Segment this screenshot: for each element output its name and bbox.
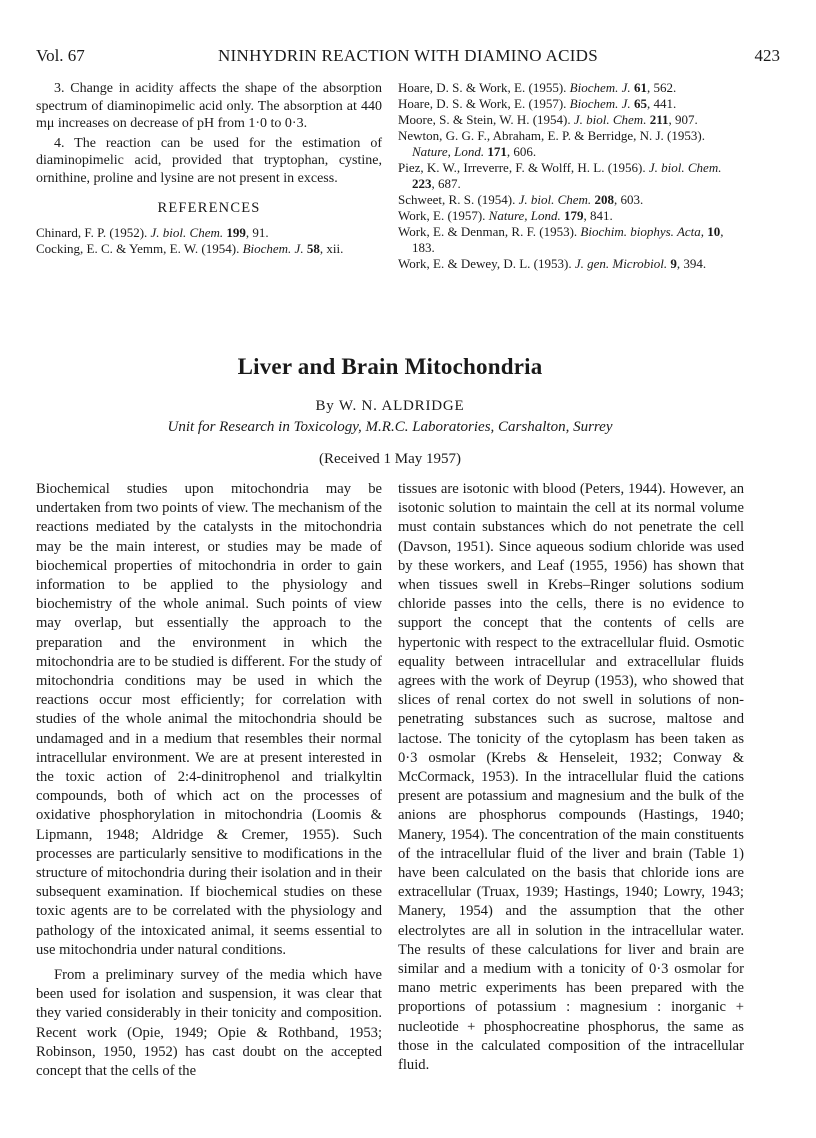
reference-authors: Hoare, D. S. & Work, E. (1957). [398, 96, 567, 111]
reference-volume: 58 [306, 240, 320, 256]
reference-entry [36, 241, 382, 257]
reference-volume: 171 [487, 144, 507, 159]
reference-volume: 199 [226, 224, 246, 240]
body-right-column [398, 480, 744, 1081]
reference-entry [398, 96, 744, 112]
reference-entry [398, 224, 744, 256]
reference-entry [36, 225, 382, 241]
conclusion-4: 4. The reaction can be used for the estimation of diaminopimelic acid, provided that tryptophan, cystine, ornithine, proline and lysine are not present in excess. [36, 135, 382, 186]
article-title: Liver and Brain Mitochondria [237, 354, 543, 379]
reference-pages: , 394. [676, 256, 707, 271]
reference-journal: Biochem. J. [242, 240, 304, 256]
reference-volume: 211 [649, 112, 669, 127]
reference-authors: Piez, K. W., Irreverre, F. & Wolff, H. L. (1956). [398, 160, 646, 175]
reference-authors: Chinard, F. P. (1952). [36, 224, 148, 240]
reference-volume: 10 [707, 224, 721, 239]
reference-pages: , 183. [412, 224, 724, 255]
reference-journal: J. biol. Chem. [573, 112, 647, 127]
reference-entry [398, 128, 744, 160]
reference-authors: Cocking, E. C. & Yemm, E. W. (1954). [36, 240, 240, 256]
reference-authors: Work, E. & Denman, R. F. (1953). [398, 224, 578, 239]
reference-journal: J. biol. Chem. [648, 160, 722, 175]
page-number: 423 [754, 46, 780, 65]
reference-pages: , 603. [613, 192, 644, 207]
reference-pages: , 687. [431, 176, 461, 191]
conclusion-3: 3. Change in acidity affects the shape of the absorption spectrum of diaminopimelic acid only. The absorption at 440 mμ increases on decrease of pH from 1·0 to 0·3. [36, 81, 382, 132]
reference-journal: J. gen. Microbiol. [574, 256, 668, 271]
reference-entry [398, 192, 744, 208]
body-paragraph: From a preliminary survey of the media which have been used for isolation and suspension, it was clear that they varied considerably in their tonicity and composition. Recent work (Opie, 1949; Opie & Rothband, 1953; Robinson, 1950, 1952) has cast doubt on the accepted concept that the cells of the [36, 967, 382, 1080]
reference-volume: 65 [633, 96, 647, 111]
reference-volume: 9 [670, 256, 677, 271]
references-heading: REFERENCES [157, 199, 261, 216]
reference-journal: Biochem. J. [569, 80, 631, 95]
running-header [36, 46, 780, 70]
reference-journal: Nature, Lond. [488, 208, 561, 223]
reference-volume: 208 [594, 192, 614, 207]
reference-authors: Moore, S. & Stein, W. H. (1954). [398, 112, 571, 127]
reference-pages: , 907. [668, 112, 698, 127]
reference-journal: Nature, Lond. [412, 144, 485, 159]
reference-volume: 61 [633, 80, 647, 95]
reference-pages: , 91. [245, 224, 269, 240]
reference-entry [398, 80, 744, 96]
body-left-column [36, 480, 382, 1087]
previous-article-left-column [36, 80, 382, 257]
reference-journal: J. biol. Chem. [518, 192, 592, 207]
reference-journal: J. biol. Chem. [150, 224, 224, 240]
volume-label: Vol. 67 [36, 46, 85, 65]
reference-journal: Biochem. J. [569, 96, 631, 111]
author-affiliation: Unit for Research in Toxicology, M.R.C. Laboratories, Carshalton, Surrey [167, 419, 613, 435]
references-list-right [398, 80, 744, 272]
reference-pages: , 441. [646, 96, 677, 111]
references-list-left [36, 225, 382, 257]
reference-journal: Biochim. biophys. Acta, [580, 224, 705, 239]
reference-authors: Hoare, D. S. & Work, E. (1955). [398, 80, 567, 95]
reference-authors: Newton, G. G. F., Abraham, E. P. & Berridge, N. J. (1953). [398, 128, 705, 143]
reference-entry [398, 208, 744, 224]
body-paragraph: tissues are isotonic with blood (Peters, 1944). However, an isotonic solution to maintain the cell at its normal volume must contain substances which do not penetrate the cell (Davson, 1951). Since aqueous sodium chloride was used by these workers, and Leaf (1955, 1956) has shown that when tissues swell in Krebs–Ringer solutions sodium chloride passes into the cells, there is no evidence to support the concept that the contents of cells are hypertonic with respect to the extracellular fluid. Osmotic equality between intracellular and extracellular fluids agrees with the work of Deyrup (1953), who showed that slices of renal cortex do not swell in solutions of non-penetrating substances such as sucrose, maltose and lactose. The tonicity of the cytoplasm has been taken as 0·3 osmolar (Krebs & Henseleit, 1932; Conway & McCormack, 1953). In the intracellular fluid the cations present are potassium and magnesium and the bulk of the anions are phosphorus compounds (Hastings, 1940; Manery, 1954). The concentration of the main constituents of the intracellular fluid of the liver and brain (Table 1) have been calculated on the basis that chloride ions are extracellular (Truax, 1939; Hastings, 1940; Lowry, 1943; Manery, 1954) and the assumption that the other electrolytes are all in solution in the intracellular water. The results of these calculations for liver and brain are similar and a medium with a tonicity of 0·3 osmolar for mano metric experiments has been prepared with the proportions of potassium : magnesium : inorganic + nucleotide + phosphocreatine phosphorus, the same as those in the calculated composition of the intracellular fluid. [398, 481, 744, 1074]
reference-authors: Work, E. (1957). [398, 208, 486, 223]
reference-authors: Schweet, R. S. (1954). [398, 192, 516, 207]
received-date: (Received 1 May 1957) [318, 451, 462, 467]
reference-volume: 223 [412, 176, 432, 191]
reference-entry [398, 256, 744, 272]
author-byline: By W. N. ALDRIDGE [315, 398, 465, 414]
reference-pages: , 841. [583, 208, 613, 223]
reference-pages: , xii. [319, 240, 344, 256]
reference-volume: 179 [564, 208, 584, 223]
reference-entry [398, 112, 744, 128]
reference-pages: , 562. [646, 80, 677, 95]
reference-pages: , 606. [506, 144, 537, 159]
body-paragraph: Biochemical studies upon mitochondria may be undertaken from two points of view. The mechanism of the reactions mediated by the catalysts in the mitochondria may be the main interest, or studies may be made of biochemical properties of mitochondria in order to gain information to be applied to the physiology and biochemistry of the whole animal. Such points of view may overlap, but essentially the approach to the preparation and the environment in which the mitochondria are to be studied is different. For the study of mitochondria conditions may be used in which the reactions occur most efficiently; for correlation with studies of the whole animal the mitochondria should be undamaged and in a medium that resembles their normal intracellular environment. We are at present interested in the toxic action of 2:4-dinitrophenol and trialkyltin compounds, both of which act on the processes of oxidative phosphorylation in mitochondria (Loomis & Lipmann, 1948; Aldridge & Cremer, 1955). Such processes are particularly sensitive to modifications in the structure of mitochondria during their isolation and in their subsequent examination. If biochemical studies on these toxic agents are to be correlated with the physiology and pathology of the intoxicated animal, it seems essential to use mitochondria under natural conditions. [36, 481, 382, 958]
reference-authors: Work, E. & Dewey, D. L. (1953). [398, 256, 572, 271]
previous-article-right-column [398, 80, 744, 272]
reference-entry [398, 160, 744, 192]
running-title: NINHYDRIN REACTION WITH DIAMINO ACIDS [217, 46, 599, 65]
